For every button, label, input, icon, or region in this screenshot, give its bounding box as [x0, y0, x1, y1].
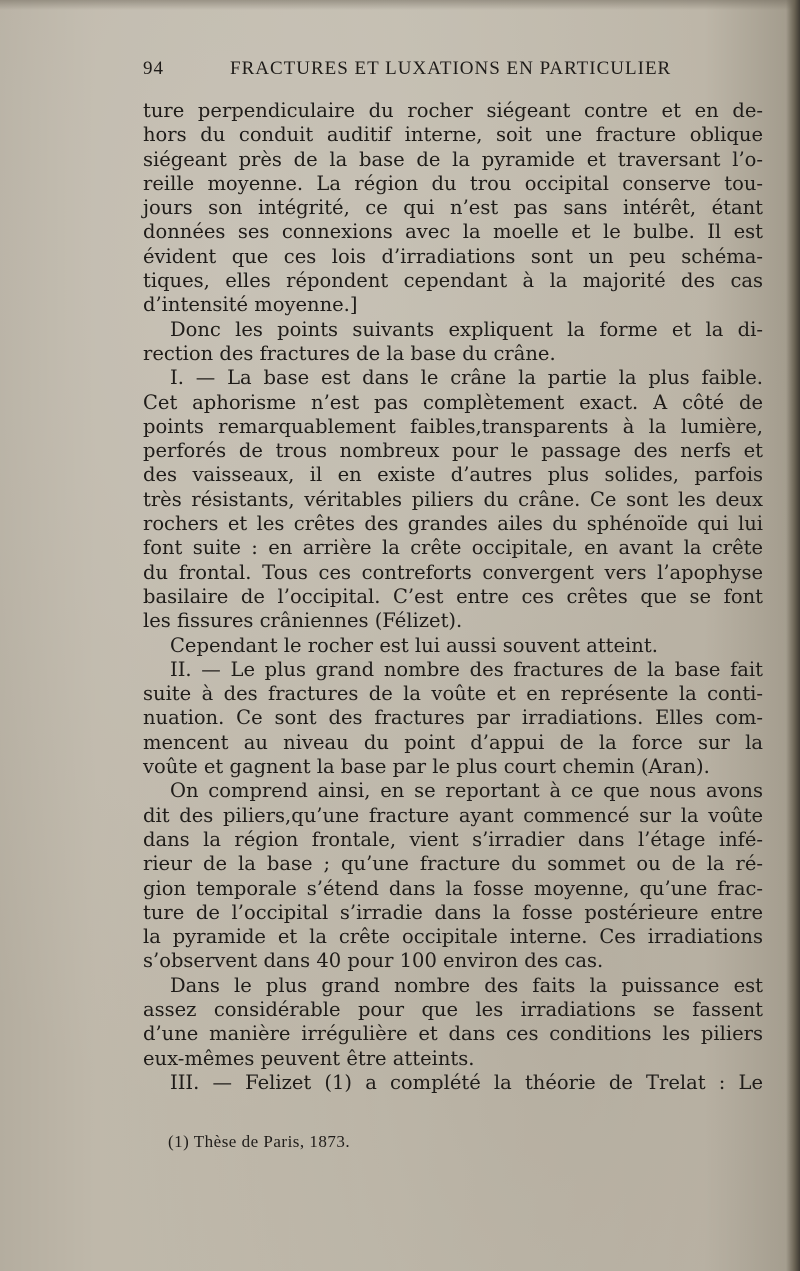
text-line: d’intensité moyenne.] — [143, 293, 358, 317]
text-line: suite à des fractures de la voûte et en représente la conti- — [143, 682, 763, 706]
text-line: basilaire de l’occipital. C’est entre ces crêtes que se font — [143, 584, 763, 608]
text-line: nuation. Ce sont des fractures par irradiations. Elles com- — [143, 706, 763, 730]
text-line: ture de l’occipital s’irradie dans la fosse postérieure entre — [143, 900, 763, 924]
text-line: Dans le plus grand nombre des faits la puissance est — [170, 973, 763, 997]
text-line: rection des fractures de la base du crâne. — [143, 341, 556, 365]
text-line: I. — La base est dans le crâne la partie la plus faible. — [170, 366, 763, 390]
page-right-edge — [786, 0, 800, 1271]
text-line: la pyramide et la crête occipitale interne. Ces irradiations — [143, 925, 763, 949]
page-number: 94 — [143, 58, 164, 79]
text-line: Cet aphorisme n’est pas complètement exact. A côté de — [143, 390, 763, 414]
text-line: les fissures crâniennes (Félizet). — [143, 609, 463, 633]
text-line: tiques, elles répondent cependant à la majorité des cas — [143, 269, 763, 293]
text-line: du frontal. Tous ces contreforts convergent vers l’apophyse — [143, 560, 763, 584]
text-line: II. — Le plus grand nombre des fractures de la base fait — [170, 657, 763, 681]
page-header — [143, 58, 763, 84]
text-line: perforés de trous nombreux pour le passage des nerfs et — [143, 439, 763, 463]
footnote: (1) Thèse de Paris, 1873. — [168, 1132, 351, 1151]
body-text — [143, 99, 763, 1095]
text-line: données ses connexions avec la moelle et le bulbe. Il est — [143, 220, 763, 244]
text-line: dit des piliers,qu’une fracture ayant commencé sur la voûte — [143, 803, 763, 827]
text-line: eux-mêmes peuvent être atteints. — [143, 1046, 475, 1070]
text-line: mencent au niveau du point d’appui de la force sur la — [143, 730, 763, 754]
text-line: reille moyenne. La région du trou occipital conserve tou- — [143, 171, 763, 195]
page-top-shadow — [0, 0, 800, 10]
text-line: hors du conduit auditif interne, soit une fracture oblique — [143, 123, 763, 147]
text-line: siégeant près de la base de la pyramide et traversant l’o- — [143, 147, 763, 171]
text-line: font suite : en arrière la crête occipitale, en avant la crête — [143, 536, 763, 560]
text-line: jours son intégrité, ce qui n’est pas sans intérêt, étant — [143, 196, 763, 220]
text-line: dans la région frontale, vient s’irradier dans l’étage infé- — [143, 827, 763, 851]
text-line: d’une manière irrégulière et dans ces conditions les piliers — [143, 1022, 763, 1046]
text-line: gion temporale s’étend dans la fosse moyenne, qu’une frac- — [143, 876, 763, 900]
text-line: III. — Felizet (1) a complété la théorie de Trelat : Le — [170, 1070, 763, 1094]
text-line: évident que ces lois d’irradiations sont un peu schéma- — [143, 244, 763, 268]
text-line: On comprend ainsi, en se reportant à ce que nous avons — [170, 779, 763, 803]
text-line: ture perpendiculaire du rocher siégeant contre et en de- — [143, 99, 763, 122]
text-line: très résistants, véritables piliers du crâne. Ce sont les deux — [143, 487, 763, 511]
text-line: des vaisseaux, il en existe d’autres plus solides, parfois — [143, 463, 763, 487]
text-line: Donc les points suivants expliquent la forme et la di- — [170, 317, 763, 341]
text-line: points remarquablement faibles,transparents à la lumière, — [143, 414, 763, 438]
text-line: s’observent dans 40 pour 100 environ des cas. — [143, 949, 604, 973]
text-line: assez considérable pour que les irradiations se fassent — [143, 997, 763, 1021]
text-line: voûte et gagnent la base par le plus court chemin (Aran). — [143, 755, 710, 779]
text-line: rieur de la base ; qu’une fracture du sommet ou de la ré- — [143, 852, 763, 876]
text-line: rochers et les crêtes des grandes ailes du sphénoïde qui lui — [143, 512, 763, 536]
text-line: Cependant le rocher est lui aussi souvent atteint. — [170, 633, 658, 657]
running-head: FRACTURES ET LUXATIONS EN PARTICULIER — [230, 58, 672, 79]
